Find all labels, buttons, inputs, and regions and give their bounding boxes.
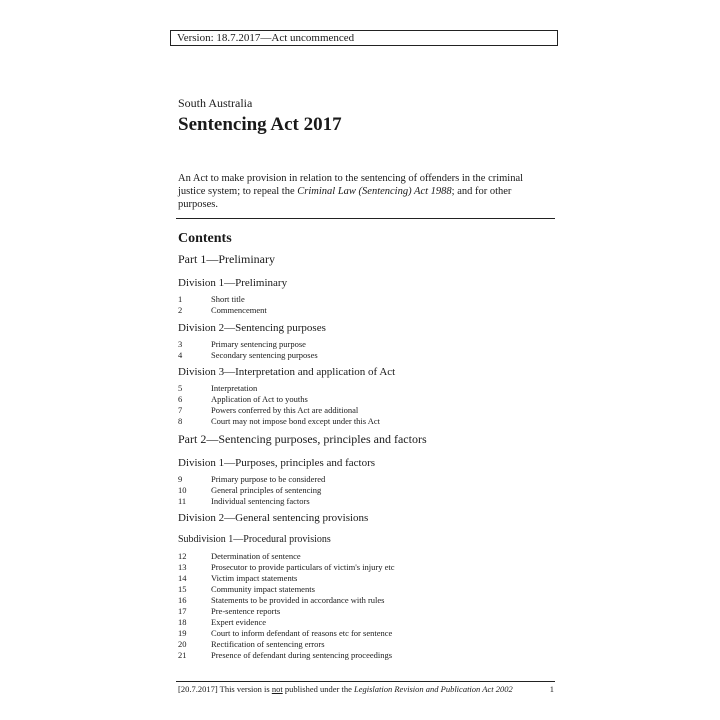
entry-title: Presence of defendant during sentencing proceedings xyxy=(211,650,393,660)
toc-subdivision-p2-1[interactable]: Subdivision 1—Procedural provisions xyxy=(178,534,331,545)
toc-part-2[interactable]: Part 2—Sentencing purposes, principles and factors xyxy=(178,432,427,446)
version-box xyxy=(170,30,558,46)
entry-number: 14 xyxy=(178,573,187,583)
entry-number: 21 xyxy=(178,650,187,660)
entry-title: Prosecutor to provide particulars of victim's injury etc xyxy=(211,562,395,572)
entry-number: 3 xyxy=(178,339,183,349)
entry-number: 15 xyxy=(178,584,187,594)
entry-number: 13 xyxy=(178,562,187,572)
contents-heading: Contents xyxy=(178,231,232,246)
entry-title: Court may not impose bond except under this Act xyxy=(211,416,381,426)
entry-number: 2 xyxy=(178,305,183,315)
entry-title: Short title xyxy=(211,294,245,304)
version-text: Version: 18.7.2017—Act uncommenced xyxy=(177,32,355,44)
page-number: 1 xyxy=(549,684,554,694)
long-title-part1: An Act to make provision in relation to the sentencing of offenders in the criminal justice system; to repeal the xyxy=(178,173,524,197)
entry-title: Pre-sentence reports xyxy=(211,606,281,616)
entry-number: 20 xyxy=(178,639,187,649)
entry-number: 1 xyxy=(178,294,183,304)
bottom-rule xyxy=(176,681,555,682)
entry-number: 8 xyxy=(178,416,183,426)
entry-number: 12 xyxy=(178,551,187,561)
entry-number: 4 xyxy=(178,350,183,360)
long-title xyxy=(178,172,553,211)
entry-number: 18 xyxy=(178,617,187,627)
toc-division-p2-1[interactable]: Division 1—Purposes, principles and factors xyxy=(178,457,376,469)
footer-underlined-word: not xyxy=(271,684,283,694)
entry-title: Commencement xyxy=(211,305,267,315)
entry-title: Expert evidence xyxy=(211,617,266,627)
toc-division-p1-2[interactable]: Division 2—Sentencing purposes xyxy=(178,322,326,334)
footer-text-part2: published under the xyxy=(282,684,354,694)
entry-title: Determination of sentence xyxy=(211,551,301,561)
entry-number: 17 xyxy=(178,606,187,616)
entry-title: Application of Act to youths xyxy=(211,394,308,404)
entry-title: Victim impact statements xyxy=(211,573,298,583)
entry-title: Primary purpose to be considered xyxy=(211,474,326,484)
footer-act-name: Legislation Revision and Publication Act 2002 xyxy=(353,684,513,694)
act-title: Sentencing Act 2017 xyxy=(178,114,342,135)
entry-number: 19 xyxy=(178,628,187,638)
entry-title: Individual sentencing factors xyxy=(211,496,310,506)
entry-number: 6 xyxy=(178,394,183,404)
entry-number: 11 xyxy=(178,496,187,506)
entry-title: Secondary sentencing purposes xyxy=(211,350,318,360)
entry-title: Interpretation xyxy=(211,383,258,393)
jurisdiction: South Australia xyxy=(178,96,253,110)
entry-title: Statements to be provided in accordance with rules xyxy=(211,595,385,605)
entry-title: Court to inform defendant of reasons etc for sentence xyxy=(211,628,393,638)
entry-title: Rectification of sentencing errors xyxy=(211,639,325,649)
top-rule xyxy=(176,218,555,219)
entry-title: Powers conferred by this Act are additional xyxy=(211,405,359,415)
entry-title: General principles of sentencing xyxy=(211,485,322,495)
toc-division-p1-3[interactable]: Division 3—Interpretation and application of Act xyxy=(178,366,396,378)
repealed-act-name: Criminal Law (Sentencing) Act 1988 xyxy=(297,186,452,197)
entry-number: 7 xyxy=(178,405,183,415)
entry-title: Community impact statements xyxy=(211,584,315,594)
page-footer xyxy=(178,684,554,694)
toc-division-p1-1[interactable]: Division 1—Preliminary xyxy=(178,277,288,289)
entry-number: 10 xyxy=(178,485,187,495)
entry-title: Primary sentencing purpose xyxy=(211,339,306,349)
long-title-part2: ; and for other purposes. xyxy=(178,186,512,210)
entry-number: 9 xyxy=(178,474,183,484)
toc-division-p2-2[interactable]: Division 2—General sentencing provisions xyxy=(178,512,369,524)
entry-number: 16 xyxy=(178,595,187,605)
footer-text-part1: [20.7.2017] This version is xyxy=(178,684,272,694)
entry-number: 5 xyxy=(178,383,183,393)
toc-part-1[interactable]: Part 1—Preliminary xyxy=(178,252,275,266)
